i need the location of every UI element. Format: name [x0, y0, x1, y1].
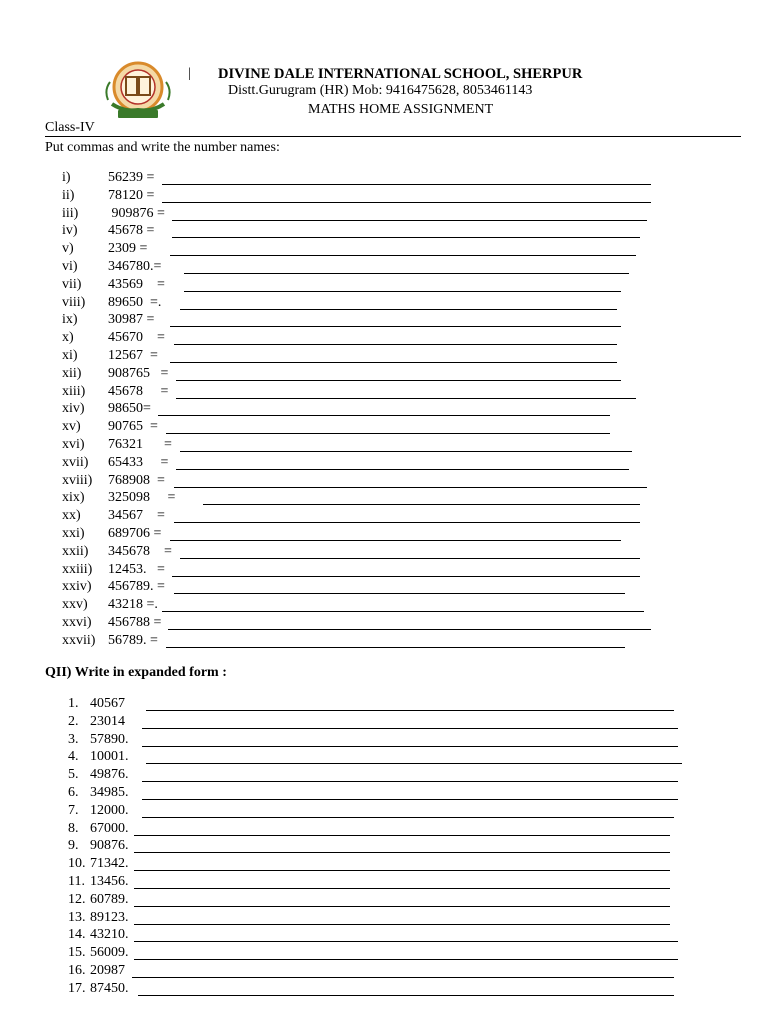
q2-item-number: 1.: [68, 696, 79, 711]
q2-item-number: 7.: [68, 802, 79, 818]
q1-item-value: 768908 =: [108, 472, 165, 488]
q2-item-number: 10.: [68, 856, 86, 872]
q1-instruction: Put commas and write the number names:: [45, 140, 280, 155]
q1-item-number: vi): [62, 259, 78, 274]
q2-item-answer-line[interactable]: [142, 799, 678, 800]
class-label: Class-IV: [45, 120, 95, 135]
q1-item-value: 56789. =: [108, 632, 158, 648]
q1-item-number: xxvi): [62, 615, 92, 630]
q1-item-number: xvii): [62, 454, 89, 470]
q1-item-value: 45678 =: [108, 223, 155, 239]
q1-item-value: 2309 =: [108, 241, 148, 257]
q1-item-value: 345678 =: [108, 543, 172, 559]
q2-item-value: 10001.: [90, 749, 129, 765]
q1-item-answer-line[interactable]: [170, 326, 621, 327]
q1-item-answer-line[interactable]: [174, 522, 640, 523]
q2-item-value: 60789.: [90, 891, 129, 907]
q1-item-number: xii): [62, 365, 82, 381]
q1-item-answer-line[interactable]: [184, 291, 621, 292]
q2-item-value: 71342.: [90, 856, 129, 872]
q1-item-number: xxiii): [62, 561, 93, 577]
q1-item-answer-line[interactable]: [180, 451, 632, 452]
q2-item-number: 2.: [68, 713, 79, 729]
q2-item-number: 17.: [68, 980, 86, 996]
q2-item-answer-line[interactable]: [134, 941, 678, 942]
q2-item-answer-line[interactable]: [134, 924, 670, 925]
q2-item-answer-line[interactable]: [146, 763, 682, 764]
q1-item-answer-line[interactable]: [174, 593, 625, 594]
q2-item-value: 40567: [90, 696, 125, 711]
q1-item-number: xxii): [62, 543, 89, 559]
q1-item-answer-line[interactable]: [162, 611, 644, 612]
q1-item-value: 909876 =: [108, 205, 165, 221]
q2-item-value: 20987: [90, 963, 125, 978]
q1-item-number: xiv): [62, 401, 85, 417]
q1-item-answer-line[interactable]: [172, 237, 640, 238]
q1-item-answer-line[interactable]: [170, 255, 636, 256]
q1-item-value: 43569 =: [108, 276, 165, 292]
q1-item-answer-line[interactable]: [172, 576, 640, 577]
q2-item-answer-line[interactable]: [134, 959, 678, 960]
q1-item-value: 90765 =: [108, 419, 158, 435]
q1-item-number: ix): [62, 312, 78, 328]
q2-item-number: 9.: [68, 838, 79, 854]
q1-item-answer-line[interactable]: [168, 629, 651, 630]
q1-item-number: xvi): [62, 437, 85, 452]
q1-item-value: 65433 =: [108, 454, 169, 470]
q1-item-answer-line[interactable]: [180, 309, 617, 310]
q1-item-value: 12567 =: [108, 348, 158, 363]
q1-item-value: 45670 =: [108, 330, 165, 346]
q1-item-number: xx): [62, 508, 81, 524]
q2-item-answer-line[interactable]: [142, 746, 678, 747]
school-crest-icon: [104, 60, 172, 122]
q1-item-value: 456789. =: [108, 579, 165, 595]
q1-item-number: xiii): [62, 383, 86, 399]
q2-item-number: 13.: [68, 909, 86, 925]
q1-item-answer-line[interactable]: [170, 540, 621, 541]
q2-item-value: 89123.: [90, 909, 129, 925]
q2-item-answer-line[interactable]: [134, 852, 670, 853]
q1-item-answer-line[interactable]: [184, 273, 629, 274]
q2-item-answer-line[interactable]: [142, 728, 678, 729]
q2-item-answer-line[interactable]: [134, 835, 670, 836]
q2-item-value: 56009.: [90, 945, 129, 961]
q2-item-value: 13456.: [90, 874, 129, 889]
q2-item-number: 4.: [68, 749, 79, 765]
q2-item-number: 8.: [68, 820, 79, 836]
q1-item-value: 456788 =: [108, 615, 162, 630]
header-divider: [45, 136, 741, 137]
q2-item-value: 23014: [90, 713, 125, 729]
q1-item-value: 43218 =.: [108, 597, 158, 613]
q2-item-number: 15.: [68, 945, 86, 961]
q1-item-answer-line[interactable]: [174, 487, 647, 488]
q1-item-answer-line[interactable]: [174, 344, 617, 345]
q2-item-answer-line[interactable]: [134, 888, 670, 889]
q2-item-number: 16.: [68, 963, 86, 978]
q2-item-value: 12000.: [90, 802, 129, 818]
q1-item-value: 30987 =: [108, 312, 155, 328]
q1-item-value: 346780.=: [108, 259, 162, 274]
q1-item-answer-line[interactable]: [180, 558, 640, 559]
q2-item-value: 90876.: [90, 838, 129, 854]
header-separator: |: [188, 66, 191, 81]
school-address: Distt.Gurugram (HR) Mob: 9416475628, 8053461143: [228, 83, 533, 98]
q1-item-answer-line[interactable]: [176, 380, 621, 381]
q1-item-value: 45678 =: [108, 383, 169, 399]
q2-item-answer-line[interactable]: [142, 817, 674, 818]
q1-item-value: 89650 =.: [108, 294, 162, 310]
q1-item-answer-line[interactable]: [176, 469, 629, 470]
q1-item-answer-line[interactable]: [162, 184, 651, 185]
q1-item-number: xix): [62, 490, 85, 506]
q2-item-value: 87450.: [90, 980, 129, 996]
q1-item-value: 76321 =: [108, 437, 172, 452]
q1-item-number: xxiv): [62, 579, 92, 595]
assignment-title: MATHS HOME ASSIGNMENT: [308, 102, 494, 117]
q1-item-number: xv): [62, 419, 81, 435]
q1-item-value: 78120 =: [108, 187, 155, 203]
q1-item-number: ii): [62, 187, 75, 203]
q1-item-number: xxvii): [62, 632, 96, 648]
q1-item-answer-line[interactable]: [166, 647, 625, 648]
q2-item-number: 14.: [68, 927, 86, 943]
q1-item-answer-line[interactable]: [170, 362, 617, 363]
q1-item-value: 34567 =: [108, 508, 165, 524]
q1-item-number: iv): [62, 223, 78, 239]
q2-item-value: 34985.: [90, 785, 129, 800]
q1-item-value: 12453. =: [108, 561, 165, 577]
q2-heading: QII) Write in expanded form :: [45, 665, 227, 680]
q1-item-answer-line[interactable]: [176, 398, 636, 399]
q2-item-answer-line[interactable]: [134, 870, 670, 871]
q1-item-number: xviii): [62, 472, 93, 488]
q2-item-number: 3.: [68, 731, 79, 747]
q2-item-number: 12.: [68, 891, 86, 907]
school-name: DIVINE DALE INTERNATIONAL SCHOOL, SHERPUR: [218, 66, 583, 82]
q1-item-answer-line[interactable]: [162, 202, 651, 203]
q1-item-number: v): [62, 241, 74, 257]
q1-item-value: 908765 =: [108, 365, 169, 381]
q1-item-number: viii): [62, 294, 86, 310]
q1-item-number: xi): [62, 348, 78, 363]
q1-item-value: 689706 =: [108, 526, 162, 541]
q1-item-value: 325098 =: [108, 490, 176, 506]
q2-item-answer-line[interactable]: [132, 977, 674, 978]
q2-item-answer-line[interactable]: [134, 906, 670, 907]
q2-item-answer-line[interactable]: [138, 995, 674, 996]
q2-item-value: 67000.: [90, 820, 129, 836]
q1-item-answer-line[interactable]: [203, 504, 640, 505]
q2-item-value: 49876.: [90, 767, 129, 783]
q1-item-number: i): [62, 170, 71, 185]
q1-item-value: 56239 =: [108, 170, 155, 185]
q2-item-number: 11.: [68, 874, 85, 889]
q1-item-number: x): [62, 330, 74, 346]
q1-item-answer-line[interactable]: [158, 415, 610, 416]
q1-item-value: 98650=: [108, 401, 151, 417]
q2-item-number: 5.: [68, 767, 79, 783]
q2-item-value: 43210.: [90, 927, 129, 943]
q1-item-number: xxi): [62, 526, 85, 541]
q1-item-answer-line[interactable]: [166, 433, 610, 434]
q1-item-answer-line[interactable]: [172, 220, 647, 221]
q1-item-number: iii): [62, 205, 79, 221]
q2-item-answer-line[interactable]: [142, 781, 678, 782]
q1-item-number: xxv): [62, 597, 88, 613]
q2-item-value: 57890.: [90, 731, 129, 747]
q2-item-number: 6.: [68, 785, 79, 800]
q2-item-answer-line[interactable]: [146, 710, 674, 711]
q1-item-number: vii): [62, 276, 82, 292]
